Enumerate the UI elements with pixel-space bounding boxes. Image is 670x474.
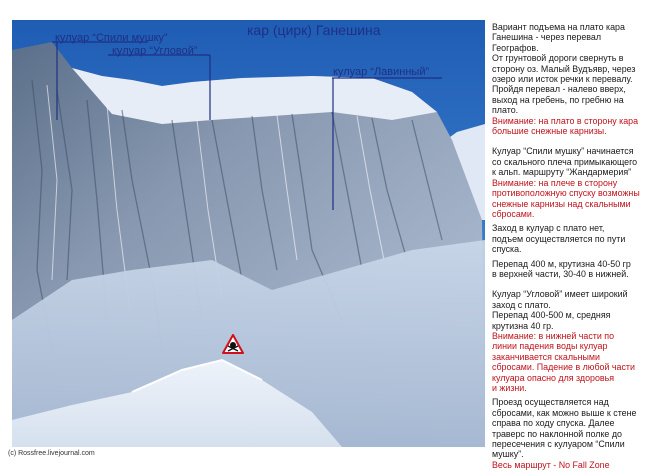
ugl-route-line: пересечения с кулуаром “Спили <box>492 439 625 450</box>
intro-line: плато. <box>492 105 519 116</box>
couloir-label-uglovoy: кулуар “Угловой” <box>112 45 198 57</box>
ugl-intro-line: заход с плато. <box>492 299 551 310</box>
copyright: (c) Rossfree.livejournal.com <box>8 450 95 457</box>
intro-line: выход на гребень, по гребню на <box>492 94 624 105</box>
spili-warning-line: снежные карнизы над скальными <box>492 198 631 209</box>
couloir-label-lavinny: кулуар “Лавинный” <box>333 66 430 78</box>
ugl-route-line: сбросами, как можно выше к стене <box>492 407 637 418</box>
ugl-route-line: Проезд осуществляется над <box>492 397 609 408</box>
spili-warning-line: сбросами. <box>492 208 535 219</box>
ugl-warning-line: сбросами. Падение в любой части <box>492 362 635 373</box>
spili-entry-line: подъем осуществляется по пути <box>492 233 626 244</box>
spili-entry-line: Заход в кулуар с плато нет, <box>492 223 605 234</box>
spacer <box>492 136 664 146</box>
ugl-route-line: справа по ходу спуска. Далее <box>492 418 615 429</box>
intro-line: озеро или исток речки к перевалу. <box>492 74 633 85</box>
ugl-warning-line: и жизни. <box>492 383 527 393</box>
ugl-route-line: траверс по наклонной полке до <box>492 428 622 439</box>
spili-intro-line: со скального плеча примыкающего <box>492 156 638 167</box>
intro-line: От грунтовой дороги свернуть в <box>492 53 624 64</box>
ugl-intro-line: крутизна 40 гр. <box>492 320 554 331</box>
intro-line: Пройдя перевал - налево вверх, <box>492 84 626 95</box>
ugl-intro-line: Перепад 400-500 м, средняя <box>492 310 611 321</box>
spili-warning-line: противоположную спуску возможны <box>492 188 640 199</box>
intro-line: Вариант подъема на плато кара <box>492 22 625 32</box>
spili-stats-line: в верхней части, 30-40 в нижней. <box>492 268 629 279</box>
spili-intro-line: к альп. маршруту “Жандармерия” <box>492 167 632 178</box>
ugl-warning-line: Внимание: в нижней части по <box>492 330 615 341</box>
description-column <box>492 22 664 470</box>
intro-line: Ганешина - через перевал <box>492 32 601 43</box>
ugl-intro-line: Кулуар “Угловой” имеет широкий <box>492 289 628 300</box>
intro-warning-line: Внимание: на плато в сторону кара <box>492 115 639 126</box>
spili-entry-line: спуска. <box>492 244 522 255</box>
ugl-route-line: мушку”. <box>492 449 524 460</box>
intro-warning-line: большие снежные карнизы. <box>492 126 607 137</box>
ugl-warning-line: кулуара опасно для здоровья <box>492 372 615 383</box>
skull-warning-icon <box>222 334 244 354</box>
spili-warning-line: Внимание: на плече в сторону <box>492 177 618 188</box>
spacer <box>492 279 664 289</box>
couloir-label-spili: кулуар “Спили мушку” <box>55 32 168 44</box>
intro-line: сторону оз. Малый Вудъявр, через <box>492 63 636 74</box>
ugl-warning-line: заканчивается скальными <box>492 351 600 362</box>
intro-line: Географов. <box>492 42 539 53</box>
final-warning: Весь маршрут - No Fall Zone <box>492 459 610 470</box>
photo-title: кар (цирк) Ганешина <box>247 22 381 38</box>
spili-intro-line: Кулуар “Спили мушку” начинается <box>492 146 634 157</box>
ugl-warning-line: линии падения воды кулуар <box>492 341 608 352</box>
spili-stats-line: Перепад 400 м, крутизна 40-50 гр <box>492 258 631 269</box>
